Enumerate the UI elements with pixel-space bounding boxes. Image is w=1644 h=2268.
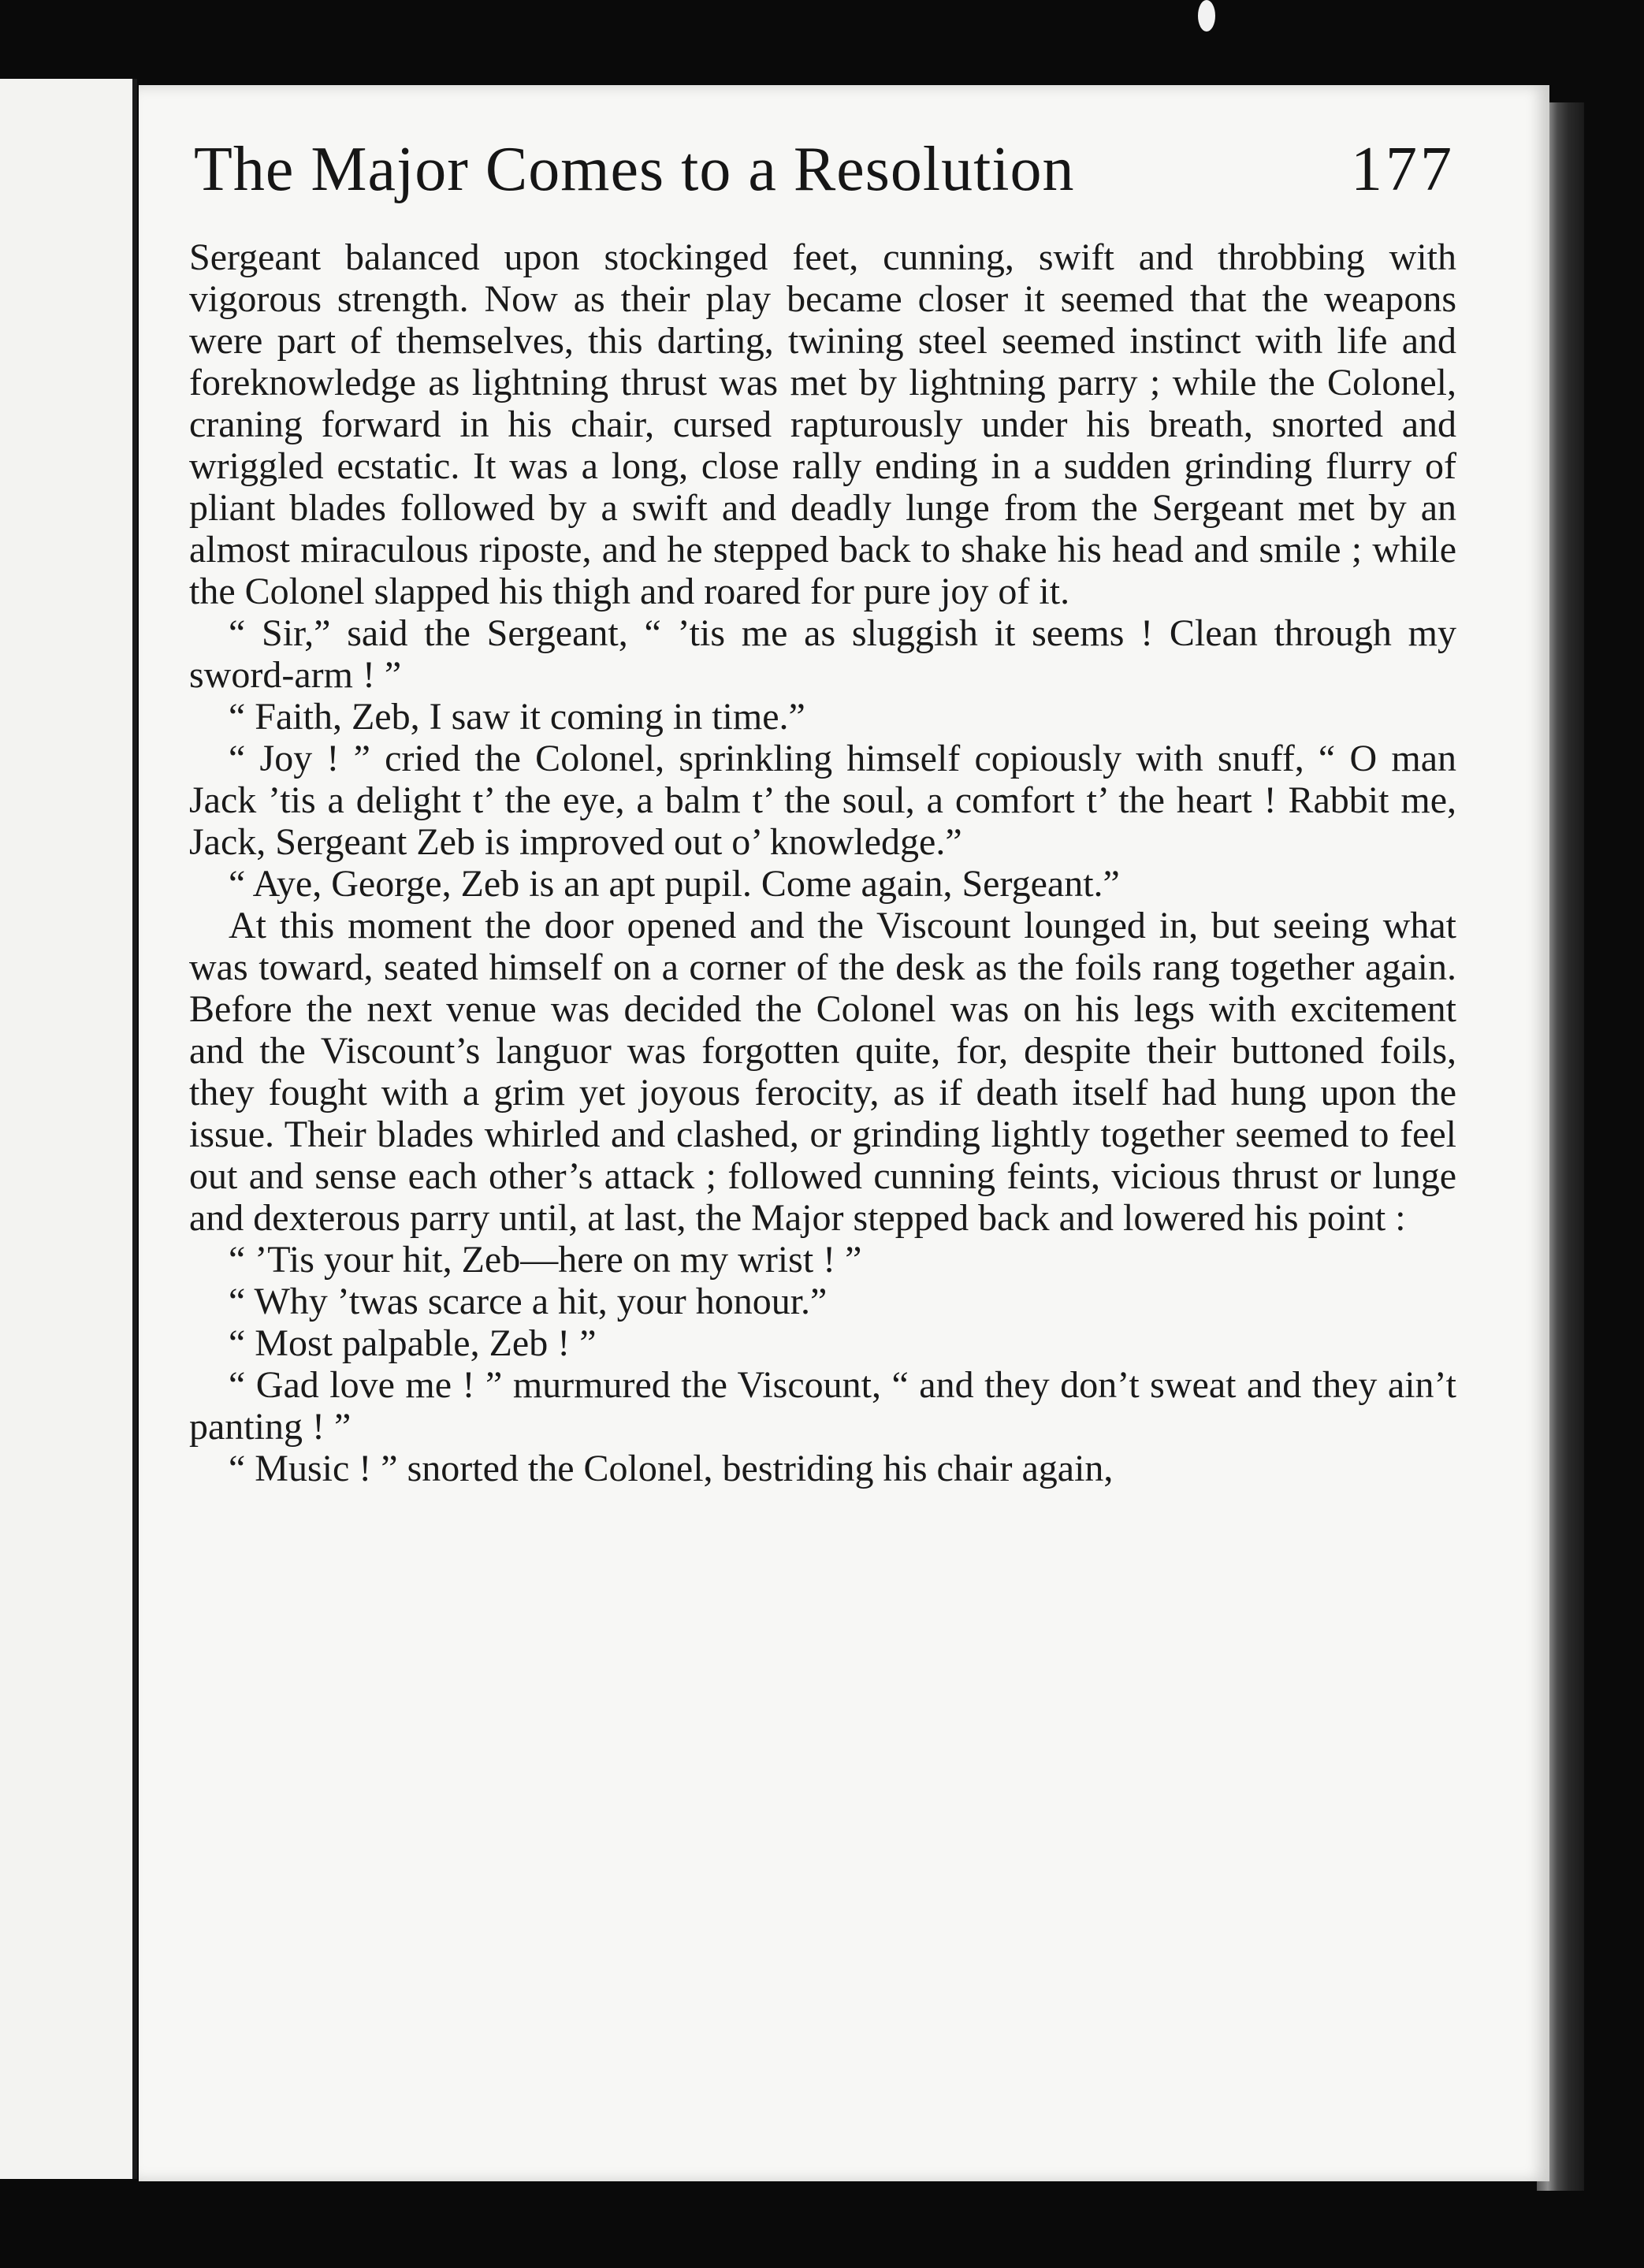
paragraph: “ Why ’twas scarce a hit, your honour.”: [229, 1281, 828, 1322]
paragraph: “ Music ! ” snorted the Colonel, bestriding his chair again,: [229, 1448, 1114, 1489]
scan-speck: [1198, 0, 1215, 32]
page-body: [189, 236, 1456, 2033]
paragraph: “ ’Tis your hit, Zeb—here on my wrist ! ”: [229, 1239, 862, 1281]
page-number: 177: [1351, 135, 1455, 204]
paragraph: “ Joy ! ” cried the Colonel, sprinkling himself copiously with snuff, “ O man Jack ’tis a delight t’ the eye, a balm t’ the soul, a comfort t’ the heart ! Rabbit me, Jack, Sergeant Zeb is improved out o’ knowledge.”: [189, 738, 1456, 863]
paragraph: Sergeant balanced upon stockinged feet, cunning, swift and throbbing with vigorous strength. Now as their play became closer it seemed that the weapons were part of themselves, this darting, twining steel seemed instinct with life and foreknowledge as lightning thrust was met by lightning parry ; while the Colonel, craning forward in his chair, cursed rapturously under his breath, snorted and wriggled ecstatic. It was a long, close rally ending in a sudden grinding flurry of pliant blades followed by a swift and deadly lunge from the Sergeant met by an almost miraculous riposte, and he stepped back to shake his head and smile ; while the Colonel slapped his thigh and roared for pure joy of it.: [189, 236, 1456, 612]
paragraph: “ Faith, Zeb, I saw it coming in time.”: [229, 696, 805, 738]
running-head: The Major Comes to a Resolution: [194, 135, 1075, 204]
page-header: [194, 122, 1455, 217]
paragraph: At this moment the door opened and the Viscount lounged in, but seeing what was toward, seated himself on a corner of the desk as the foils rang together again. Before the next venue was decided the Colonel was on his legs with excitement and the Viscount’s languor was forgotten quite, for, despite their buttoned foils, they fought with a grim yet joyous ferocity, as if death itself had hung upon the issue. Their blades whirled and clashed, or grinding lightly together seemed to feel out and sense each other’s attack ; followed cunning feints, vicious thrust or lunge and dexterous parry until, at last, the Major stepped back and lowered his point :: [189, 905, 1456, 1239]
paragraph: “ Sir,” said the Sergeant, “ ’tis me as sluggish it seems ! Clean through my sword-arm ! ”: [189, 612, 1456, 696]
paragraph: “ Aye, George, Zeb is an apt pupil. Come again, Sergeant.”: [229, 863, 1120, 905]
paragraph: “ Most palpable, Zeb ! ”: [229, 1322, 597, 1364]
facing-page-edge: [0, 79, 137, 2179]
paragraph: “ Gad love me ! ” murmured the Viscount, “ and they don’t sweat and they ain’t panting ! ”: [189, 1364, 1456, 1448]
